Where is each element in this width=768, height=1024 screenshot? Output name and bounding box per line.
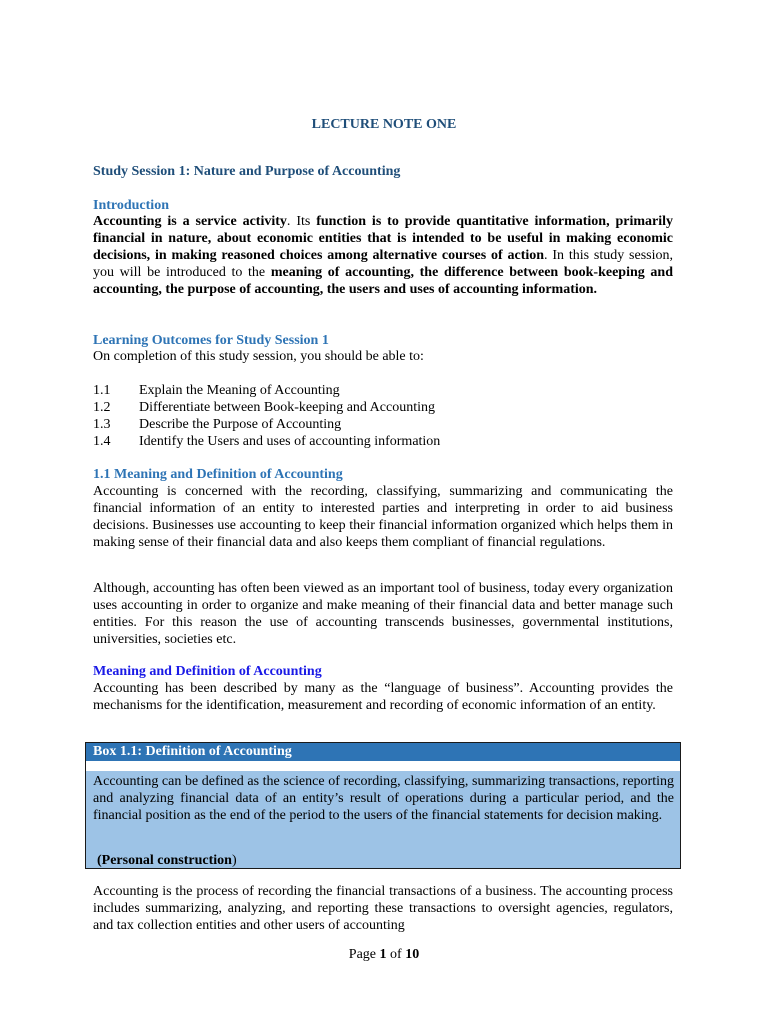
learning-outcomes-heading: Learning Outcomes for Study Session 1 bbox=[93, 333, 329, 348]
meaning-heading: Meaning and Definition of Accounting bbox=[93, 664, 322, 679]
footer-prefix: Page bbox=[348, 947, 380, 962]
outcome-text: Identify the Users and uses of accounting information bbox=[139, 434, 441, 449]
definition-box-body: Accounting can be defined as the science of recording, classifying, summarizing transactions, reporting and analyzing financial data of an entity’s result of operations during a particular period, and the financial position as the end of the period to the users of the financial statements for decision making. bbox=[93, 774, 674, 823]
page-title: LECTURE NOTE ONE bbox=[311, 117, 457, 132]
definition-box bbox=[85, 742, 681, 869]
section-1-1-heading: 1.1 Meaning and Definition of Accounting bbox=[93, 467, 343, 482]
outcome-number: 1.4 bbox=[93, 434, 111, 449]
footer-middle: of bbox=[386, 947, 406, 962]
definition-box-citation bbox=[97, 852, 237, 869]
outcome-item bbox=[93, 433, 440, 450]
meaning-paragraph: Accounting has been described by many as the “language of business”. Accounting provides the mechanisms for the identification, measurement and recording of economic information of an entity. bbox=[93, 681, 673, 713]
outcome-item bbox=[93, 416, 341, 433]
definition-box-header: Box 1.1: Definition of Accounting bbox=[86, 743, 680, 761]
intro-bold-1: Accounting is a service activity bbox=[93, 214, 287, 229]
outcome-item bbox=[93, 399, 435, 416]
learning-outcomes-lead: On completion of this study session, you should be able to: bbox=[93, 349, 424, 364]
footer-total-pages: 10 bbox=[405, 947, 420, 962]
outcome-text: Describe the Purpose of Accounting bbox=[139, 417, 342, 432]
citation-end: ) bbox=[231, 853, 237, 868]
intro-bold-2: function is to provide quantitative information, primarily financial in nature, about economic entities that is intended to be useful in making economic decisions, in making reasoned choices among alternative courses of action bbox=[93, 214, 674, 263]
footer-current-page: 1 bbox=[379, 947, 387, 962]
intro-text-2: . In this study session, you will be introduced to the bbox=[93, 248, 673, 280]
citation-bold: (Personal construction bbox=[97, 853, 232, 868]
definition-box-spacer bbox=[86, 761, 680, 771]
outcome-text: Explain the Meaning of Accounting bbox=[139, 383, 340, 398]
intro-text-1: . Its bbox=[286, 214, 317, 229]
section-1-1-paragraph-2: Although, accounting has often been viewed as an important tool of business, today every organization uses accounting in order to organize and make meaning of their financial data and better manage such entities. For this reason the use of accounting transcends businesses, governmental institutions, universities, societies etc. bbox=[93, 581, 673, 647]
closing-paragraph: Accounting is the process of recording the financial transactions of a business. The accounting process includes summarizing, analyzing, and reporting these transactions to oversight agencies, regulators, and tax collection entities and other users of accounting bbox=[93, 884, 673, 933]
intro-bold-3: meaning of accounting, the difference between book-keeping and accounting, the purpose of accounting, the users and uses of accounting information. bbox=[93, 265, 673, 297]
introduction-heading: Introduction bbox=[93, 198, 169, 213]
outcome-item bbox=[93, 382, 340, 399]
introduction-paragraph bbox=[93, 213, 673, 298]
session-heading: Study Session 1: Nature and Purpose of Accounting bbox=[93, 164, 401, 179]
outcome-number: 1.3 bbox=[93, 417, 111, 432]
section-1-1-paragraph-1: Accounting is concerned with the recording, classifying, summarizing and communicating the financial information of an entity to interested parties and interpreting in order to aid business decisions. Businesses use accounting to keep their financial information organized which helps them in making sense of their financial data and also keeps them compliant of financial regulations. bbox=[93, 484, 673, 550]
page-footer bbox=[0, 947, 768, 963]
outcome-text: Differentiate between Book-keeping and Accounting bbox=[139, 400, 435, 415]
outcome-number: 1.1 bbox=[93, 383, 111, 398]
outcome-number: 1.2 bbox=[93, 400, 111, 415]
